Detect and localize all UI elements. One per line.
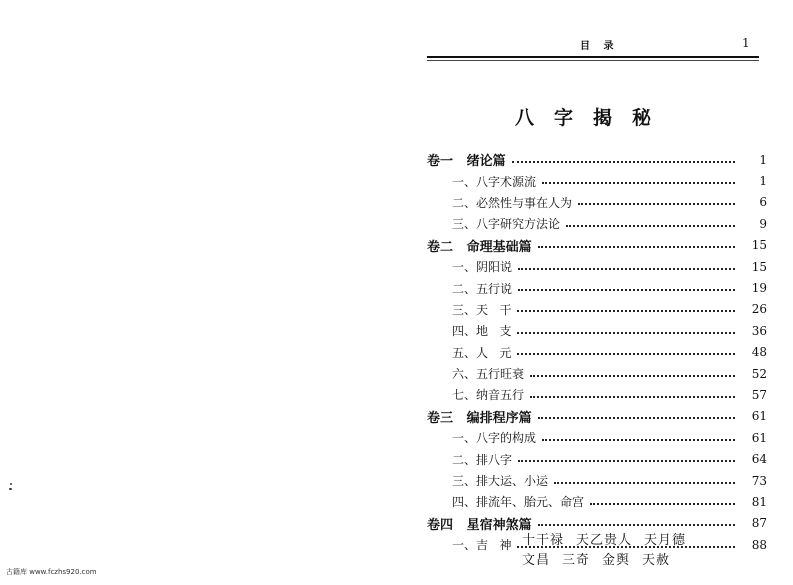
toc-label: 卷一 绪论篇 <box>427 154 506 170</box>
toc-label: 七、纳音五行 <box>452 388 525 403</box>
toc-item-entry[interactable] <box>405 256 793 277</box>
toc-page-number: 52 <box>751 366 767 381</box>
dot-leader <box>517 310 735 312</box>
sub-entry: 天赦 <box>642 553 671 568</box>
toc-page-number: 19 <box>751 281 767 296</box>
scan-speck <box>10 483 12 485</box>
book-title: 八字揭秘 <box>515 107 672 129</box>
toc-item-entry[interactable] <box>405 470 793 491</box>
toc-item-entry[interactable] <box>405 320 793 341</box>
toc-label: 三、天 干 <box>452 302 512 317</box>
dot-leader <box>530 375 735 377</box>
toc-volume-entry[interactable] <box>405 406 793 427</box>
toc-page-number: 1 <box>759 152 767 167</box>
toc-item-entry[interactable] <box>405 363 793 384</box>
toc-page-number: 61 <box>751 430 767 445</box>
dot-leader <box>554 482 735 484</box>
toc-item-entry[interactable] <box>405 299 793 320</box>
toc-label: 一、八字术源流 <box>452 174 537 189</box>
toc-page-number: 81 <box>751 494 767 509</box>
footer-watermark: 古籍库 www.fczhs920.com <box>6 568 97 576</box>
dot-leader <box>538 524 735 526</box>
dot-leader <box>518 268 735 270</box>
toc-page-number: 6 <box>759 195 767 210</box>
toc-label: 卷三 编排程序篇 <box>427 410 532 426</box>
dot-leader <box>518 460 735 462</box>
dot-leader <box>517 353 735 355</box>
toc-page-number: 87 <box>751 516 767 531</box>
toc-item-entry[interactable] <box>405 427 793 448</box>
toc-label: 一、阴阳说 <box>452 260 513 275</box>
toc-label: 一、吉 神 <box>452 538 512 553</box>
dot-leader <box>538 246 735 248</box>
sub-entry: 天乙贵人 <box>576 533 633 548</box>
dot-leader <box>530 396 735 398</box>
toc-page-number: 9 <box>759 216 767 231</box>
sub-entry-line <box>522 529 698 548</box>
toc-item-entry[interactable] <box>405 277 793 298</box>
dot-leader <box>578 203 735 205</box>
toc-page-number: 36 <box>751 323 767 338</box>
toc-label: 四、地 支 <box>452 324 512 339</box>
toc-volume-entry[interactable] <box>405 149 793 170</box>
toc-label: 五、人 元 <box>452 345 512 360</box>
dot-leader <box>542 439 735 441</box>
dot-leader <box>538 417 735 419</box>
table-of-contents <box>405 149 793 555</box>
running-header-title: 目 录 <box>580 41 619 52</box>
right-page <box>405 0 793 585</box>
toc-page-number: 15 <box>751 259 767 274</box>
toc-volume-entry[interactable] <box>405 235 793 256</box>
toc-label: 三、八字研究方法论 <box>452 217 561 232</box>
toc-page-number: 61 <box>751 409 767 424</box>
header-rule-thin <box>427 60 759 61</box>
toc-label: 三、排大运、小运 <box>452 474 549 489</box>
sub-entry-line <box>522 549 682 568</box>
toc-item-entry[interactable] <box>405 448 793 469</box>
sub-entry: 三奇 <box>562 553 591 568</box>
toc-item-entry[interactable] <box>405 213 793 234</box>
dot-leader <box>566 225 735 227</box>
header-rule <box>427 56 759 58</box>
toc-item-entry[interactable] <box>405 342 793 363</box>
toc-page-number: 57 <box>751 387 767 402</box>
sub-entry: 十干禄 <box>522 533 565 548</box>
running-header-page-number: 1 <box>742 36 750 50</box>
sub-entry: 金舆 <box>602 553 631 568</box>
toc-page-number: 48 <box>751 345 767 360</box>
toc-label: 卷四 星宿神煞篇 <box>427 517 532 533</box>
toc-label: 二、排八字 <box>452 452 513 467</box>
dot-leader <box>542 182 735 184</box>
toc-label: 卷二 命理基础篇 <box>427 239 532 255</box>
toc-label: 一、八字的构成 <box>452 431 537 446</box>
toc-page-number: 73 <box>751 473 767 488</box>
dot-leader <box>590 503 735 505</box>
sub-entry: 天月德 <box>644 533 687 548</box>
toc-item-entry[interactable] <box>405 192 793 213</box>
toc-item-entry[interactable] <box>405 491 793 512</box>
toc-item-entry[interactable] <box>405 384 793 405</box>
sub-entry: 文昌 <box>522 553 551 568</box>
toc-label: 二、五行说 <box>452 281 513 296</box>
toc-label: 六、五行旺衰 <box>452 367 525 382</box>
scan-speck <box>9 488 12 490</box>
toc-label: 四、排流年、胎元、命宫 <box>452 495 585 510</box>
toc-page-number: 88 <box>751 537 767 552</box>
toc-page-number: 15 <box>751 238 767 253</box>
toc-item-entry[interactable] <box>405 170 793 191</box>
toc-page-number: 1 <box>759 174 767 189</box>
dot-leader <box>518 289 735 291</box>
toc-page-number: 26 <box>751 302 767 317</box>
toc-label: 二、必然性与事在人为 <box>452 195 573 210</box>
dot-leader <box>512 161 735 163</box>
toc-page-number: 64 <box>751 452 767 467</box>
dot-leader <box>517 332 735 334</box>
